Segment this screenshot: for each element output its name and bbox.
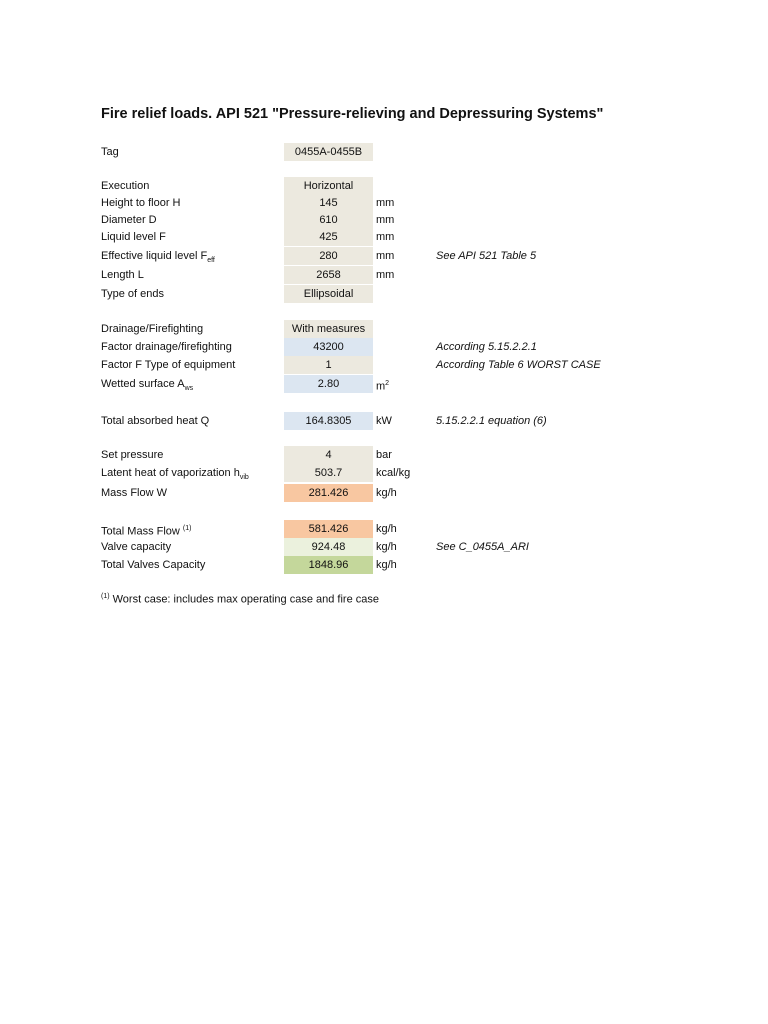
row-execution [0, 177, 768, 195]
row-total-valves-capacity [0, 556, 768, 574]
row-label-subscript: eff [207, 257, 215, 265]
footnote-text: Worst case: includes max operating case and fire case [109, 593, 379, 606]
row-label: Liquid level F [101, 231, 166, 243]
row-label [101, 247, 215, 265]
reference-note: 5.15.2.2.1 equation (6) [436, 415, 547, 427]
value-cell[interactable]: 2.80 [284, 375, 373, 393]
value-cell[interactable]: 610 [284, 211, 373, 229]
unit-superscript: 2 [385, 380, 390, 387]
row-label: Type of ends [101, 288, 164, 300]
row-factor-f [0, 356, 768, 374]
value-cell[interactable]: 43200 [284, 338, 373, 356]
row-type-of-ends [0, 285, 768, 303]
unit-label: kg/h [376, 487, 397, 499]
value-cell[interactable]: Horizontal [284, 177, 373, 195]
row-label-text: Wetted surface A [101, 378, 185, 390]
unit-label [376, 375, 389, 393]
row-set-pressure [0, 446, 768, 464]
row-label-text: Latent heat of vaporization h [101, 467, 240, 479]
row-label-text: Effective liquid level F [101, 250, 208, 262]
unit-label: mm [376, 197, 395, 209]
row-diameter [0, 211, 768, 229]
value-cell[interactable]: 503.7 [284, 464, 373, 482]
reference-note: See API 521 Table 5 [436, 250, 537, 262]
row-label-text: Total Mass Flow [101, 525, 183, 538]
unit-label: kg/h [376, 541, 397, 553]
row-factor-drainage [0, 338, 768, 356]
value-cell[interactable]: 4 [284, 446, 373, 464]
unit-label: kg/h [376, 523, 397, 535]
row-label: Factor F Type of equipment [101, 359, 236, 371]
row-total-mass-flow [0, 520, 768, 538]
row-label: Execution [101, 180, 150, 192]
reference-note: According Table 6 WORST CASE [436, 359, 601, 371]
row-label: Set pressure [101, 449, 164, 461]
unit-label: kW [376, 415, 392, 427]
row-valve-capacity [0, 538, 768, 556]
value-cell[interactable]: Ellipsoidal [284, 285, 373, 303]
row-drainage [0, 320, 768, 338]
row-wetted-surface [0, 375, 768, 393]
unit-text: m [376, 380, 386, 393]
row-length [0, 266, 768, 284]
value-cell[interactable]: 280 [284, 247, 373, 265]
value-cell[interactable]: 164.8305 [284, 412, 373, 430]
footnote-marker: (1) [101, 593, 110, 600]
unit-label: bar [376, 449, 392, 461]
row-label: Height to floor H [101, 197, 181, 209]
value-cell[interactable]: 1 [284, 356, 373, 374]
value-cell[interactable]: 2658 [284, 266, 373, 284]
reference-note: According 5.15.2.2.1 [436, 341, 537, 353]
row-label [101, 464, 249, 482]
reference-note: See C_0455A_ARI [436, 541, 529, 553]
value-cell[interactable]: 924.48 [284, 538, 373, 556]
unit-label: mm [376, 214, 395, 226]
unit-label: kcal/kg [376, 467, 411, 479]
value-cell[interactable]: 581.426 [284, 520, 373, 538]
row-height [0, 194, 768, 212]
unit-label: mm [376, 269, 395, 281]
value-cell[interactable]: 1848.96 [284, 556, 373, 574]
unit-label: mm [376, 231, 395, 243]
footnote [101, 593, 379, 606]
row-latent-heat [0, 464, 768, 482]
sheet-title: Fire relief loads. API 521 "Pressure-relieving and Depressuring Systems" [101, 106, 604, 122]
row-label-subscript: ws [184, 385, 194, 393]
row-label: Total absorbed heat Q [101, 415, 210, 427]
row-label: Mass Flow W [101, 487, 167, 499]
row-tag [0, 143, 768, 161]
row-liquid-level [0, 228, 768, 246]
row-label: Tag [101, 146, 119, 158]
row-label [101, 520, 191, 538]
value-cell[interactable]: 425 [284, 228, 373, 246]
row-label: Total Valves Capacity [101, 559, 206, 571]
row-label: Valve capacity [101, 541, 172, 553]
row-mass-flow [0, 484, 768, 502]
row-label: Factor drainage/firefighting [101, 341, 232, 353]
row-total-absorbed-heat [0, 412, 768, 430]
row-label-subscript: vib [239, 474, 249, 482]
row-label: Drainage/Firefighting [101, 323, 204, 335]
row-label [101, 375, 193, 393]
unit-label: mm [376, 250, 395, 262]
unit-label: kg/h [376, 559, 397, 571]
value-cell[interactable]: 0455A-0455B [284, 143, 373, 161]
value-cell[interactable]: With measures [284, 320, 373, 338]
value-cell[interactable]: 145 [284, 194, 373, 212]
row-label: Length L [101, 269, 144, 281]
value-cell[interactable]: 281.426 [284, 484, 373, 502]
row-effective-liquid-level [0, 247, 768, 265]
row-label: Diameter D [101, 214, 157, 226]
row-label-superscript: (1) [182, 525, 192, 532]
